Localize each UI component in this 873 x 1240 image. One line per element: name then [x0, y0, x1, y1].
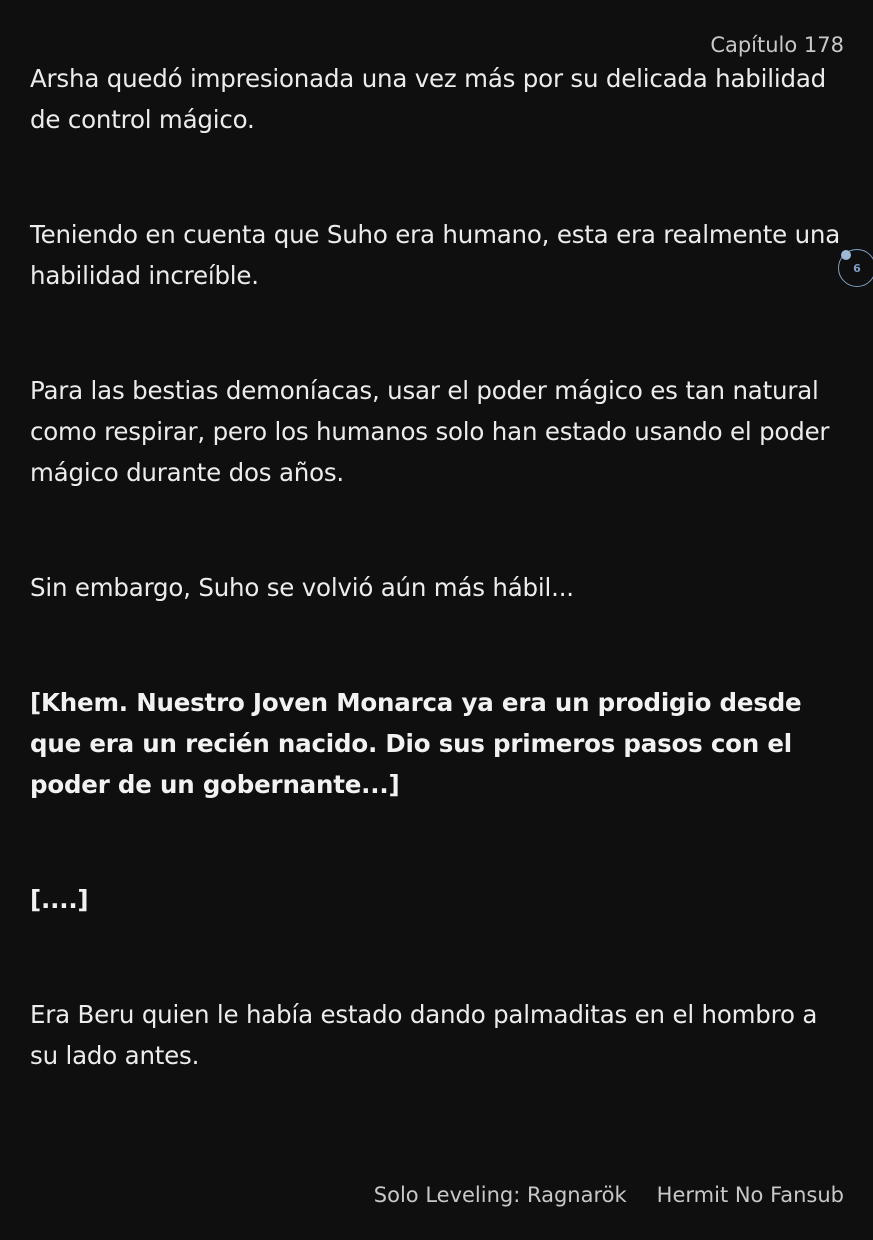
progress-handle[interactable] [841, 250, 851, 260]
paragraph-dialogue: [Khem. Nuestro Joven Monarca ya era un prodigio desde que era un recién nacido. Dio sus primeros pasos con el poder de un gobernante...] [30, 688, 802, 799]
reader-content [30, 58, 850, 1076]
paragraph: Era Beru quien le había estado dando palmaditas en el hombro a su lado antes. [30, 1000, 818, 1070]
novel-title: Solo Leveling: Ragnarök [373, 1183, 627, 1207]
progress-value: 6 [853, 261, 861, 275]
chapter-label: Capítulo 178 [710, 33, 844, 57]
paragraph: Para las bestias demoníacas, usar el poder mágico es tan natural como respirar, pero los humanos solo han estado usando el poder mágico durante dos años. [30, 376, 830, 487]
paragraph: Arsha quedó impresionada una vez más por su delicada habilidad de control mágico. [30, 64, 826, 134]
footer [374, 1181, 844, 1209]
paragraph: Teniendo en cuenta que Suho era humano, esta era realmente una habilidad increíble. [30, 220, 841, 290]
paragraph-dialogue: [....] [30, 885, 89, 914]
translator-group: Hermit No Fansub [656, 1183, 844, 1207]
paragraph: Sin embargo, Suho se volvió aún más hábil... [30, 573, 574, 602]
